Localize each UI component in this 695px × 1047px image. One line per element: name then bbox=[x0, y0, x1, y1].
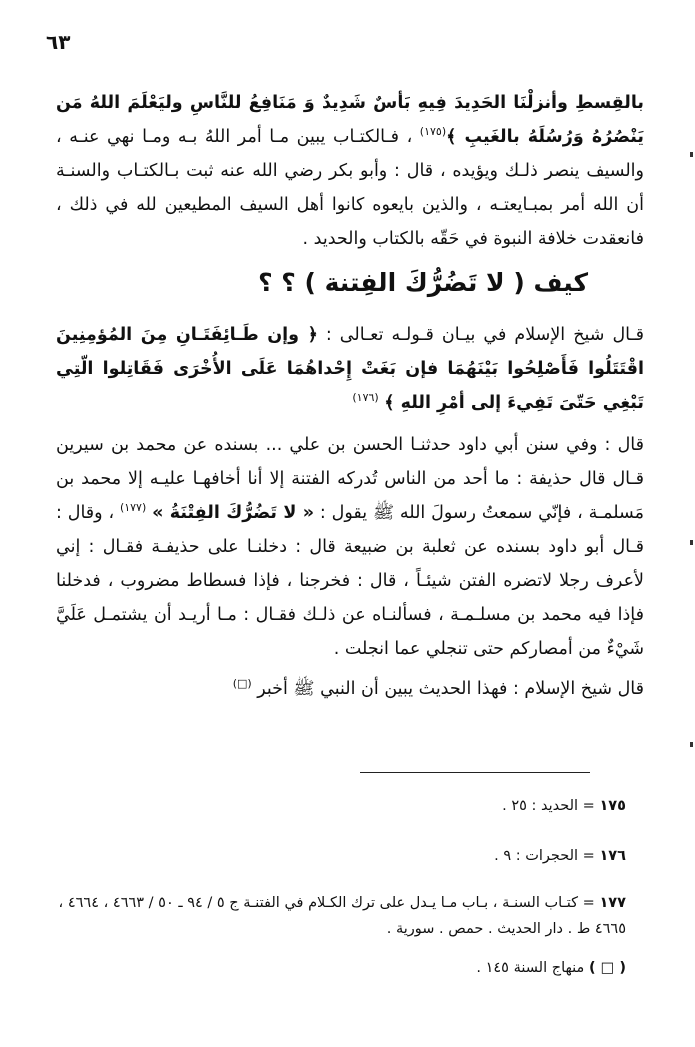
footnote-ref-177[interactable]: (١٧٧) bbox=[119, 501, 147, 515]
footnote-text: = الحديد : ٢٥ . bbox=[502, 798, 600, 814]
footnote-item bbox=[56, 955, 626, 981]
section-heading: كيف ( لا تَضُرُّكَ الفِتنة ) ؟ ؟ bbox=[258, 268, 588, 297]
footnote-item bbox=[56, 890, 626, 942]
footnote-number: ١٧٥ bbox=[599, 798, 626, 814]
footnote-divider bbox=[360, 772, 590, 773]
hadith-quote: « لا تَضُرُّكَ الفِتْنَةُ » bbox=[152, 503, 315, 523]
footnote-number: ١٧٧ bbox=[599, 895, 626, 911]
footnote-number: ( □ ) bbox=[588, 960, 626, 976]
footnote-text: = كتـاب السنـة ، بـاب مـا يـدل على ترك الكـلام في الفتنـة ج ٥ / ٩٤ ـ ٥٠ / ٤٦٦٣ ، ٤٦٦٤ ، ٤٦٦٥ ط . دار الحديث . حمص . سورية . bbox=[58, 895, 626, 937]
page-number: ٦٣ bbox=[46, 30, 71, 54]
paragraph-swords-and-book bbox=[56, 86, 644, 256]
scan-speck bbox=[690, 742, 693, 747]
footnote-text: = الحجرات : ٩ . bbox=[494, 848, 600, 864]
footnote-ref-176[interactable]: (١٧٦) bbox=[352, 391, 379, 405]
paragraph-sheikh-quote bbox=[56, 318, 644, 420]
paragraph-text: ، فـالكتـاب يبين مـا أمر اللهُ بـه ومـا نهي عنـه ، والسيف ينصر ذلـك ويؤيده ، قال : وأبو بكر رضي الله عنه ثبت بـالكتـاب والسنـة أن الله أمر بمبـايعتـه ، والذين بايعوه كانوا أهل السيف المطيعين لله في ذلك ، فانعقدت خلافة النبوة في حَقّه بالكتاب والحديد . bbox=[56, 127, 644, 249]
paragraph-hadith bbox=[56, 428, 644, 666]
paragraph-text: قال شيخ الإسلام : فهذا الحديث يبين أن النبي ﷺ أخبر bbox=[257, 679, 644, 699]
paragraph-intro: قـال شيخ الإسلام في بيـان قـولـه تعـالى : bbox=[317, 325, 644, 345]
quran-verse: ﴿ وإن طَـائِفَتَـانِ مِنَ المُؤمِنِينَ اقْتَتَلُوا فَأَصْلِحُوا بَيْنَهُمَا فإن بَغَتْ إِحْداهُمَا عَلَى الأُخْرَى فَقَاتِلوا الّتِي تَبْغِي حَتّىَ تَفِيءَ إلى أمْرِ اللهِ ﴾ bbox=[56, 325, 644, 413]
paragraph-text-a: قال : وفي سنن أبي داود حدثنـا الحسن بن علي ... بسنده عن محمد بن سيرين قـال قال حذيفة : ما أحد من الناس تُدركه الفتنة إلا أنا أخافهـا عليـه إلا محمد بن مَسلمـة ، فإنّي سمعتُ رسولَ الله ﷺ يقول : bbox=[56, 435, 644, 523]
paragraph-text-b: ، وقال : قـال أبو داود بسنده عن ثعلبة بن ضبيعة قال : دخلنـا على حذيفـة فقـال : إني لأعرف رجلا لاتضره الفتن شيئـاً ، قال : فخرجنا ، فإذا فسطاط مضروب ، فدخلنا فإذا فيه محمد بن مسلـمـة ، فسألنـاه عن ذلـك فقـال : مـا أريـد أن يشتمـل عَلَيَّ شَيْءٌ من أمصاركم حتى تنجلي عما انجلت . bbox=[56, 503, 644, 659]
footnote-item bbox=[56, 793, 626, 819]
footnote-item bbox=[56, 843, 626, 869]
footnote-text: منهاج السنة ١٤٥ . bbox=[476, 960, 589, 976]
scan-speck bbox=[690, 540, 693, 545]
footnote-ref-175[interactable]: (١٧٥) bbox=[419, 125, 447, 139]
paragraph-conclusion bbox=[56, 672, 644, 706]
footnote-number: ١٧٦ bbox=[599, 848, 626, 864]
footnote-ref-square[interactable]: (□) bbox=[232, 677, 252, 691]
scan-speck bbox=[690, 152, 693, 157]
quran-verse-end: بالقِسطِ وأنزلْنَا الحَدِيدَ فِيهِ بَأسٌ شَدِيدٌ وَ مَنَافِعُ للنَّاسِ وليَعْلَمَ اللهُ مَن يَنْصُرُهُ وَرُسُلَهُ بالغَيبِ ﴾ bbox=[56, 93, 644, 147]
